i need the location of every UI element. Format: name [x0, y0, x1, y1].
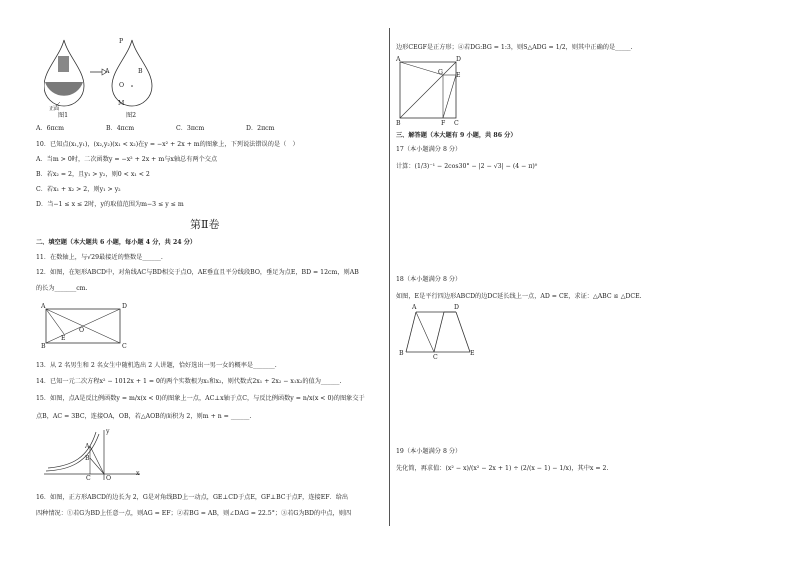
fig2-label-b: B — [138, 68, 143, 75]
q15-label-a: A — [85, 443, 90, 450]
q16-label-b: B — [396, 120, 401, 127]
right-column — [396, 0, 776, 562]
q10-stem: 10．已知点(x₁,y₁)，(x₂,y₂)(x₁ < x₂)在y = −x² + 2x + m的图象上，下列说法错误的是（ ） — [36, 141, 299, 148]
q13: 13．从 2 名男生和 2 名女生中随机选出 2 人讲题，恰好选出一男一女的概率是_______. — [36, 362, 277, 369]
q16-label-a: A — [396, 56, 401, 63]
fig2-label-a: A — [105, 68, 110, 75]
q12-label-d: D — [122, 303, 127, 310]
q9-option-d: D．2πcm — [246, 125, 275, 132]
q10-option-b: B．若x₂ = 2，且y₁ > y₂，则0 < x₁ < 2 — [36, 171, 150, 178]
q18-label-b: B — [399, 350, 404, 357]
q10-option-d: D．当−1 ≤ x ≤ 2时，y的取值范围为m−3 ≤ y ≤ m — [36, 201, 184, 208]
q15-line2: 点B，AC = 3BC，连接OA，OB，若△AOB的面积为 2，则m + n = ______. — [36, 413, 252, 420]
q10-option-c: C．若x₁ + x₂ > 2，则y₁ > y₂ — [36, 186, 121, 193]
q9-option-b: B．4πcm — [106, 125, 135, 132]
part3-header: 三、解答题（本大题有 9 小题，共 86 分） — [396, 132, 517, 139]
q15-label-y: y — [106, 428, 110, 435]
front-label: 正面 — [49, 106, 60, 112]
q15-label-c: C — [86, 475, 91, 482]
q12-figure-svg — [42, 305, 124, 347]
q14: 14．已知一元二次方程x² − 1012x + 1 = 0的两个实数根为x₁和x₂，则代数式2x₁ + 2x₂ − x₁x₂的值为______. — [36, 378, 342, 385]
part2-header: 二、填空题（本大题共 6 小题，每小题 4 分，共 24 分） — [36, 239, 197, 246]
q16-label-d: D — [456, 56, 461, 63]
q16-line2: 四种情况：①若G为BD上任意一点，则AG = EF；②若BG = AB，则∠DAG = 22.5°；③若G为BD的中点，则四 — [36, 510, 352, 517]
q12-label-a: A — [41, 303, 46, 310]
q12-figure — [42, 305, 124, 347]
q15-figure-svg — [42, 428, 142, 486]
column-divider — [389, 28, 390, 526]
q16-label-e: E — [456, 72, 461, 79]
q18-figure-svg — [404, 308, 478, 356]
q17-body: 计算：(1/3)⁻¹ − 2cos30° − |2 − √3| − (4 − π)⁰ — [396, 163, 538, 170]
q12-label-b: B — [41, 343, 46, 350]
q16-continuation: 边形CEGF是正方形；④若DG:BG = 1:3，则S△ADG = 1/2，则其中正确的是_____. — [396, 44, 633, 51]
q16-figure — [398, 58, 462, 122]
q12-label-c: C — [122, 343, 127, 350]
q12-line1: 12．如图，在矩形ABCD中，对角线AC与BD相交于点O，AE垂直且平分线段BO，垂足为点E，BD = 12cm，则AB — [36, 269, 359, 276]
q16-figure-svg — [398, 58, 462, 122]
q12-line2: 的长为_______cm. — [36, 285, 88, 292]
q15-line1: 15．如图，点A是反比例函数y = m/x(x < 0)的图象上一点，AC⊥x轴于点C，与反比例函数y = n/x(x < 0)的图象交于 — [36, 395, 365, 402]
fig2-label-o: O — [119, 82, 125, 89]
q18-label-c: C — [433, 354, 438, 361]
q18-body: 如图，E是平行四边形ABCD的边DC延长线上一点，AD = CE，求证：△ABC ≌ △DCE. — [396, 293, 642, 300]
q15-figure — [42, 428, 142, 486]
q15-label-b: B — [85, 455, 90, 462]
q11: 11．在数轴上，与√29最接近的整数是______. — [36, 254, 163, 261]
fig2-caption: 图2 — [126, 112, 137, 119]
q15-label-x: x — [136, 470, 140, 477]
q19-title: 19（本小题满分 8 分） — [396, 448, 462, 455]
q18-title: 18（本小题满分 8 分） — [396, 276, 462, 283]
q16-line1: 16．如图，正方形ABCD的边长为 2，G是对角线BD上一动点，GE⊥CD于点E，GF⊥BC于点F，连接EF．给出 — [36, 494, 349, 501]
q16-label-f: F — [441, 120, 446, 127]
q12-label-e: E — [61, 335, 66, 342]
q12-label-o: O — [79, 327, 85, 334]
fig2-label-m: M — [118, 100, 125, 107]
q16-label-g: G — [438, 69, 443, 76]
q18-figure — [404, 308, 478, 356]
q18-label-a: A — [412, 304, 417, 311]
drop-figures — [44, 36, 164, 120]
drop-figures-svg — [44, 36, 164, 120]
q19-body: 先化简，再求值：(x² − x)/(x² − 2x + 1) ÷ (2/(x − 1) − 1/x)，其中x = 2. — [396, 465, 609, 472]
q10-option-a: A．当m > 0时，二次函数y = −x² + 2x + m与x轴总有两个交点 — [36, 156, 218, 163]
q18-label-d: D — [454, 304, 459, 311]
q15-label-o: O — [106, 475, 112, 482]
q17-title: 17（本小题满分 8 分） — [396, 146, 462, 153]
q16-label-c: C — [454, 120, 459, 127]
fig2-label-p: P — [119, 38, 124, 45]
section-title: 第Ⅱ卷 — [190, 218, 220, 231]
fig1-caption: 图1 — [58, 112, 69, 119]
q9-option-c: C．3πcm — [176, 125, 205, 132]
q9-option-a: A．6πcm — [36, 125, 64, 132]
left-column — [30, 0, 385, 562]
q18-label-e: E — [470, 350, 475, 357]
